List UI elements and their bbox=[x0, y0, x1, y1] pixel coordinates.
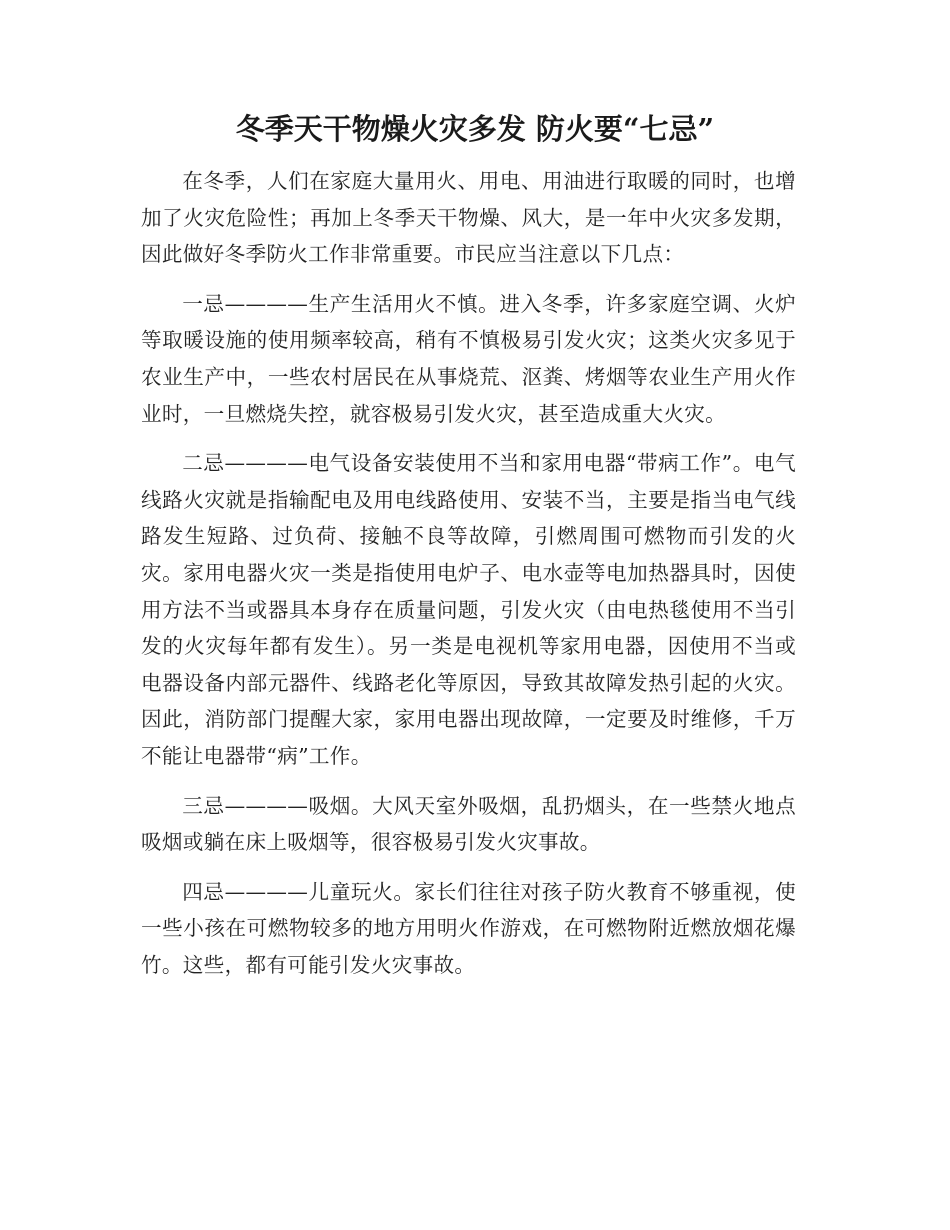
document-body bbox=[141, 163, 796, 996]
document-title: 冬季天干物燥火灾多发 防火要“七忌” bbox=[235, 112, 715, 146]
intro-paragraph: 在冬季，人们在家庭大量用火、用电、用油进行取暖的同时，也增加了火灾危险性；再加上冬季天干物燥、风大，是一年中火灾多发期，因此做好冬季防火工作非常重要。市民应当注意以下几点： bbox=[141, 169, 796, 267]
taboo-1-paragraph: 一忌————生产生活用火不慎。进入冬季，许多家庭空调、火炉等取暖设施的使用频率较高，稍有不慎极易引发火灾；这类火灾多见于农业生产中，一些农村居民在从事烧荒、沤粪、烤烟等农业生产用火作业时，一旦燃烧失控，就容极易引发火灾，甚至造成重大火灾。 bbox=[141, 291, 796, 426]
taboo-3-paragraph: 三忌————吸烟。大风天室外吸烟，乱扔烟头，在一些禁火地点吸烟或躺在床上吸烟等，很容极易引发火灾事故。 bbox=[141, 793, 796, 855]
taboo-4-paragraph: 四忌————儿童玩火。家长们往往对孩子防火教育不够重视，使一些小孩在可燃物较多的地方用明火作游戏，在可燃物附近燃放烟花爆竹。这些，都有可能引发火灾事故。 bbox=[141, 879, 796, 977]
taboo-2-paragraph: 二忌————电气设备安装使用不当和家用电器“带病工作”。电气线路火灾就是指输配电及用电线路使用、安装不当，主要是指当电气线路发生短路、过负荷、接触不良等故障，引燃周围可燃物而引发的火灾。家用电器火灾一类是指使用电炉子、电水壶等电加热器具时，因使用方法不当或器具本身存在质量问题，引发火灾（由电热毯使用不当引发的火灾每年都有发生）。另一类是电视机等家用电器，因使用不当或电器设备内部元器件、线路老化等原因，导致其故障发热引起的火灾。因此，消防部门提醒大家，家用电器出现故障，一定要及时维修，千万不能让电器带“病”工作。 bbox=[141, 451, 796, 768]
